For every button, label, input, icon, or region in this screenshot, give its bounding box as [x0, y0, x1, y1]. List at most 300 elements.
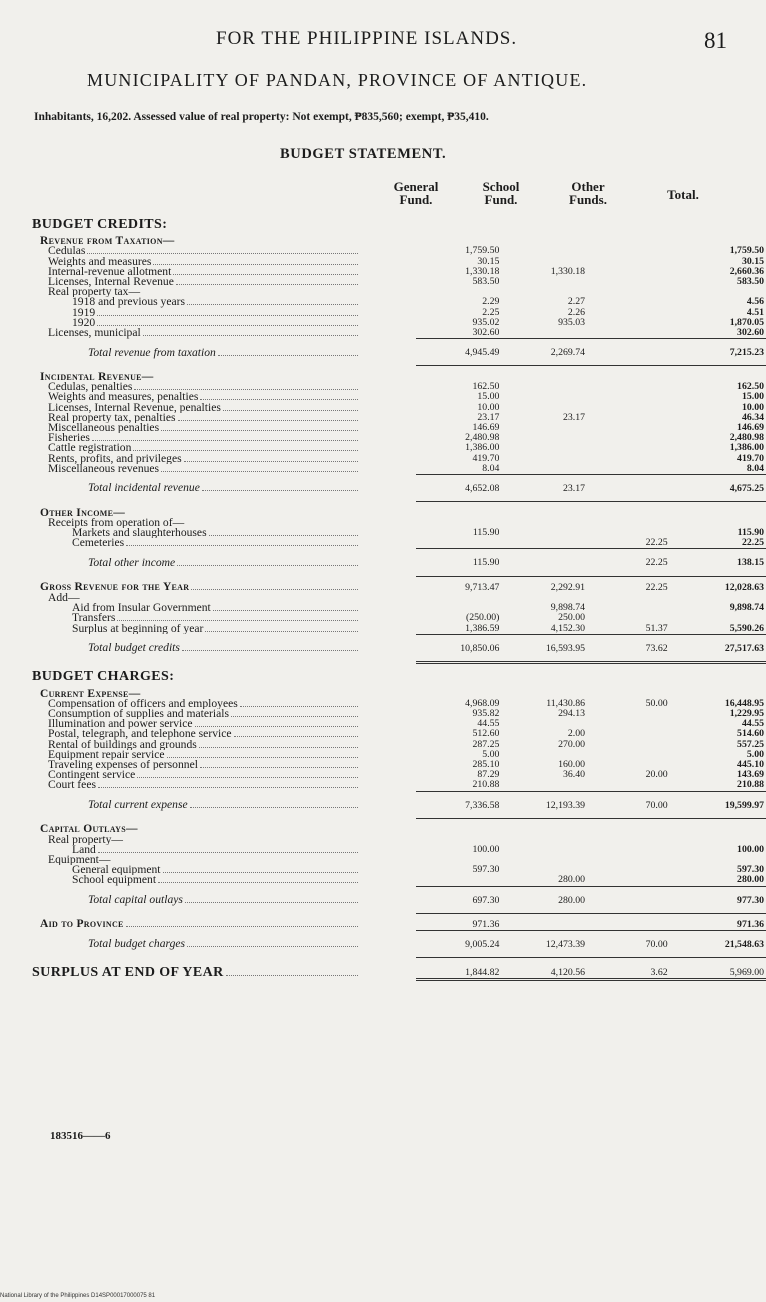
total-cell: 7,215.23: [670, 339, 766, 366]
general-fund-cell: [416, 818, 502, 834]
total-cell: 445.10: [737, 759, 764, 771]
table-row: [32, 699, 766, 709]
school-fund-cell: [501, 549, 587, 576]
row-label: Traveling expenses of personnel: [48, 760, 198, 771]
dot-leader: [163, 865, 358, 873]
school-fund-cell: [501, 835, 587, 845]
row-label: Receipts from operation of—: [48, 517, 185, 529]
table-row: [32, 729, 766, 739]
other-funds-cell: 70.00: [587, 791, 670, 818]
table-row: [32, 413, 766, 423]
other-funds-cell: [587, 328, 670, 339]
table-row: [32, 855, 766, 865]
other-funds-cell: 22.25: [587, 549, 670, 576]
row-label: Total budget charges: [88, 937, 186, 951]
school-fund-cell: [501, 683, 587, 699]
row-label: Gross Revenue for the Year: [40, 581, 190, 593]
school-fund-cell: 160.00: [558, 759, 586, 771]
general-fund-cell: 2,480.98: [465, 432, 500, 444]
general-fund-cell: 1,386.59: [465, 622, 500, 634]
row-label: Licenses, Internal Revenue, penalties: [48, 402, 221, 413]
row-label: Current Expense—: [40, 687, 141, 699]
school-fund-cell: 4,120.56: [501, 958, 587, 980]
general-fund-cell: 23.17: [477, 411, 500, 423]
other-funds-cell: [587, 413, 670, 423]
municipality-heading: MUNICIPALITY OF PANDAN, PROVINCE OF ANTIQUE.: [87, 70, 588, 90]
dot-leader: [98, 845, 358, 853]
school-fund-cell: 1,330.18: [550, 265, 586, 277]
dot-leader: [137, 770, 358, 778]
other-funds-cell: [587, 433, 670, 443]
statement-title: BUDGET STATEMENT.: [280, 146, 447, 162]
general-fund-cell: 1,386.00: [465, 442, 500, 454]
general-fund-cell: 44.55: [477, 718, 500, 730]
dot-leader: [226, 968, 358, 976]
school-fund-cell: 2,269.74: [501, 339, 587, 366]
row-label: Cemeteries: [72, 538, 125, 549]
general-fund-cell: 4,968.09: [465, 697, 500, 709]
total-cell: 583.50: [737, 276, 764, 288]
total-cell: 977.30: [670, 886, 766, 913]
dot-leader: [234, 729, 358, 737]
school-fund-cell: [501, 392, 587, 402]
school-fund-cell: 270.00: [558, 738, 586, 750]
total-cell: 5,590.26: [729, 622, 764, 634]
school-fund-cell: 2.27: [567, 296, 586, 308]
school-fund-cell: [501, 454, 587, 464]
row-label: Real property tax—: [48, 287, 141, 298]
other-funds-cell: [587, 246, 670, 256]
row-label: BUDGET CREDITS:: [32, 217, 168, 231]
total-row: [32, 930, 766, 957]
total-row: [32, 339, 766, 366]
total-cell: 138.15: [670, 549, 766, 576]
section-row: [32, 818, 766, 834]
total-cell: 9,898.74: [729, 602, 764, 614]
total-cell: 15.00: [741, 391, 764, 403]
row-label: Miscellaneous penalties: [48, 422, 160, 434]
total-cell: 100.00: [737, 843, 764, 855]
dot-leader: [231, 709, 358, 717]
other-funds-cell: [587, 865, 670, 875]
school-fund-cell: 23.17: [562, 411, 586, 423]
column-header-other-funds: Other Funds.: [569, 179, 607, 207]
other-funds-cell: [587, 454, 670, 464]
dot-leader: [126, 919, 358, 927]
dot-leader: [97, 318, 358, 326]
table-row: [32, 403, 766, 413]
section-row: [32, 366, 766, 382]
row-label: Aid to Province: [40, 918, 124, 931]
table-row: [32, 835, 766, 845]
row-label: Postal, telegraph, and telephone service: [48, 729, 232, 740]
school-fund-cell: 23.17: [501, 474, 587, 501]
table-row: [32, 624, 766, 635]
dot-leader: [195, 719, 358, 727]
general-fund-cell: 4,945.49: [416, 339, 502, 366]
table-row: [32, 308, 766, 318]
dot-leader: [185, 895, 358, 903]
dot-leader: [177, 558, 358, 566]
school-fund-cell: [501, 366, 587, 382]
other-funds-cell: [587, 502, 670, 518]
dot-leader: [213, 603, 358, 611]
table-row: [32, 875, 766, 886]
other-funds-cell: [587, 740, 670, 750]
row-label: Other Income—: [40, 506, 126, 518]
other-funds-cell: [587, 257, 670, 267]
school-fund-cell: 2.00: [567, 728, 586, 740]
row-label: Miscellaneous revenues: [48, 463, 160, 475]
dot-leader: [98, 780, 358, 788]
row-label: Fisheries: [48, 433, 90, 444]
total-row: [32, 791, 766, 818]
school-fund-cell: 280.00: [558, 874, 586, 886]
dot-leader: [143, 328, 358, 336]
dot-leader: [134, 382, 358, 390]
total-cell: 1,386.00: [729, 442, 764, 454]
other-funds-cell: [587, 277, 670, 287]
other-funds-cell: [587, 318, 670, 328]
table-row: [32, 423, 766, 433]
other-funds-cell: [587, 339, 670, 366]
general-fund-cell: [416, 683, 502, 699]
general-fund-cell: 10.00: [477, 401, 500, 413]
school-fund-cell: 294.13: [558, 708, 586, 720]
total-cell: 143.69: [737, 769, 764, 781]
table-row: [32, 593, 766, 603]
table-row: [32, 433, 766, 443]
total-cell: 30.15: [741, 255, 764, 267]
general-fund-cell: 597.30: [472, 864, 500, 876]
row-label: Markets and slaughterhouses: [72, 528, 207, 539]
row-label: 1920: [72, 317, 96, 329]
dot-leader: [133, 443, 358, 451]
dot-leader: [209, 528, 358, 536]
dot-leader: [184, 454, 358, 462]
row-label: Transfers: [72, 613, 116, 624]
school-fund-cell: [501, 818, 587, 834]
row-label: Total incidental revenue: [88, 481, 200, 495]
row-label: Total revenue from taxation: [88, 345, 216, 359]
column-header-general-fund: General Fund.: [393, 179, 439, 207]
other-funds-cell: 22.25: [645, 581, 668, 593]
other-funds-cell: [587, 875, 670, 886]
total-cell: [670, 230, 766, 246]
table-row: [32, 865, 766, 875]
table-row: [32, 613, 766, 623]
total-cell: 1,759.50: [729, 245, 764, 257]
table-row: [32, 709, 766, 719]
general-fund-cell: 302.60: [472, 327, 500, 339]
table-row: [32, 382, 766, 392]
section-row: [32, 958, 766, 980]
school-fund-cell: [501, 246, 587, 256]
dot-leader: [167, 750, 358, 758]
table-row: [32, 770, 766, 780]
row-label: Weights and measures: [48, 256, 152, 267]
row-label: Weights and measures, penalties: [48, 392, 199, 403]
table-row: [32, 246, 766, 256]
dot-leader: [182, 643, 358, 651]
row-label: SURPLUS AT END OF YEAR: [32, 964, 224, 980]
other-funds-cell: [587, 308, 670, 318]
dot-leader: [202, 483, 358, 491]
table-row: [32, 328, 766, 339]
dot-leader: [178, 413, 358, 421]
total-cell: 1,870.05: [729, 316, 764, 328]
section-row: [32, 683, 766, 699]
row-label: Revenue from Taxation—: [40, 235, 175, 247]
row-label: Equipment repair service: [48, 749, 165, 761]
row-label: 1919: [72, 307, 96, 318]
total-cell: 557.25: [737, 738, 764, 750]
general-fund-cell: 1,844.82: [416, 958, 502, 980]
other-funds-cell: [587, 835, 670, 845]
other-funds-cell: [587, 662, 670, 682]
general-fund-cell: (250.00): [465, 612, 500, 624]
dot-leader: [92, 433, 358, 441]
other-funds-cell: [587, 464, 670, 475]
general-fund-cell: 935.82: [472, 708, 500, 720]
total-cell: 5,969.00: [670, 958, 766, 980]
total-row: [32, 886, 766, 913]
dot-leader: [223, 403, 358, 411]
total-cell: 597.30: [737, 864, 764, 876]
row-label: Consumption of supplies and materials: [48, 709, 229, 720]
dot-leader: [158, 875, 358, 883]
general-fund-cell: 583.50: [472, 276, 500, 288]
general-fund-cell: 15.00: [477, 391, 500, 403]
other-funds-cell: [587, 443, 670, 453]
school-fund-cell: [501, 780, 587, 791]
general-fund-cell: 8.04: [482, 462, 500, 474]
school-fund-cell: 935.03: [558, 316, 586, 328]
total-cell: 4,675.25: [670, 474, 766, 501]
general-fund-cell: [416, 875, 502, 886]
general-fund-cell: 419.70: [472, 452, 500, 464]
row-label: Compensation of officers and employees: [48, 698, 238, 710]
table-row: [32, 287, 766, 297]
print-code: 183516——6: [50, 1130, 111, 1142]
total-cell: 46.34: [741, 411, 764, 423]
section-row: [32, 913, 766, 930]
school-fund-cell: [501, 382, 587, 392]
other-funds-cell: [587, 729, 670, 739]
school-fund-cell: [501, 328, 587, 339]
row-label: Licenses, municipal: [48, 328, 141, 339]
row-label: Total capital outlays: [88, 893, 183, 907]
total-cell: 1,229.95: [729, 708, 764, 720]
row-label: Rental of buildings and grounds: [48, 739, 197, 750]
school-fund-cell: [501, 502, 587, 518]
section-row: [32, 210, 766, 230]
general-fund-cell: 1,759.50: [465, 245, 500, 257]
dot-leader: [240, 699, 358, 707]
row-label: Licenses, Internal Revenue: [48, 277, 174, 288]
school-fund-cell: [501, 662, 587, 682]
total-cell: 44.55: [741, 718, 764, 730]
school-fund-cell: 2.26: [567, 306, 586, 318]
total-cell: 514.60: [737, 728, 764, 740]
other-funds-cell: [587, 845, 670, 855]
row-label: Aid from Insular Government: [72, 603, 211, 614]
table-row: [32, 845, 766, 855]
dot-leader: [191, 582, 358, 590]
general-fund-cell: [416, 662, 502, 682]
library-note: National Library of the Philippines D14SP00017000075 81: [0, 1293, 156, 1299]
total-cell: 2,660.36: [729, 265, 764, 277]
row-label: Surplus at beginning of year: [72, 623, 204, 635]
dot-leader: [87, 246, 358, 254]
total-cell: [670, 210, 766, 230]
other-funds-cell: [587, 518, 670, 528]
row-label: General equipment: [72, 865, 161, 876]
total-cell: [670, 366, 766, 382]
school-fund-cell: [501, 210, 587, 230]
dot-leader: [161, 423, 358, 431]
total-cell: 280.00: [737, 874, 764, 886]
general-fund-cell: 7,336.58: [416, 791, 502, 818]
school-fund-cell: 9,898.74: [550, 602, 586, 614]
row-label: Cattle registration: [48, 443, 132, 454]
other-funds-cell: 20.00: [645, 769, 668, 781]
school-fund-cell: [501, 443, 587, 453]
general-fund-cell: 146.69: [472, 421, 500, 433]
total-row: [32, 474, 766, 501]
table-row: [32, 538, 766, 549]
row-label: Equipment—: [48, 854, 111, 866]
other-funds-cell: [587, 855, 670, 865]
school-fund-cell: [501, 855, 587, 865]
table-row: [32, 443, 766, 453]
row-label: 1918 and previous years: [72, 297, 186, 308]
general-fund-cell: [416, 366, 502, 382]
school-fund-cell: 12,193.39: [501, 791, 587, 818]
dot-leader: [200, 392, 358, 400]
school-fund-cell: [501, 845, 587, 855]
row-label: Rents, profits, and privileges: [48, 453, 182, 464]
other-funds-cell: 73.62: [587, 634, 670, 662]
general-fund-cell: 285.10: [472, 759, 500, 771]
dot-leader: [176, 277, 358, 285]
general-fund-cell: 87.29: [477, 769, 500, 781]
general-fund-cell: 2.25: [482, 306, 500, 318]
total-cell: 971.36: [737, 918, 764, 930]
section-row: [32, 502, 766, 518]
inhabitants-line: Inhabitants, 16,202. Assessed value of real property: Not exempt, ₱835,560; exempt, ₱35,410.: [34, 111, 489, 123]
school-fund-cell: [501, 913, 587, 930]
other-funds-cell: [587, 287, 670, 297]
row-label: BUDGET CHARGES:: [32, 669, 175, 683]
total-cell: 21,548.63: [670, 930, 766, 957]
total-cell: 302.60: [737, 327, 764, 339]
column-header-total: Total.: [667, 187, 699, 202]
general-fund-cell: 30.15: [477, 255, 500, 267]
row-label: Cedulas, penalties: [48, 382, 133, 393]
dot-leader: [218, 348, 358, 356]
page-number: 81: [704, 28, 727, 53]
school-fund-cell: [501, 518, 587, 528]
dot-leader: [117, 613, 358, 621]
other-funds-cell: [587, 230, 670, 246]
other-funds-cell: [587, 297, 670, 307]
table-row: [32, 267, 766, 277]
total-cell: 115.90: [737, 527, 764, 539]
general-fund-cell: 2.29: [482, 296, 500, 308]
dot-leader: [199, 740, 358, 748]
general-fund-cell: 935.02: [472, 316, 500, 328]
school-fund-cell: 4,152.30: [550, 622, 586, 634]
other-funds-cell: [587, 818, 670, 834]
table-row: [32, 750, 766, 760]
row-label: School equipment: [72, 875, 157, 887]
table-row: [32, 392, 766, 402]
total-cell: 8.04: [746, 462, 764, 474]
row-label: Add—: [48, 592, 80, 604]
other-funds-cell: 22.25: [645, 537, 668, 549]
row-label: Court fees: [48, 780, 96, 792]
total-cell: [670, 683, 766, 699]
other-funds-cell: [587, 392, 670, 402]
total-cell: 4.51: [746, 306, 764, 318]
total-cell: 12,028.63: [724, 581, 764, 593]
total-cell: 19,599.97: [670, 791, 766, 818]
general-fund-cell: 4,652.08: [416, 474, 502, 501]
total-cell: 2,480.98: [729, 432, 764, 444]
other-funds-cell: 50.00: [645, 697, 668, 709]
total-cell: 210.88: [737, 779, 764, 791]
total-row: [32, 634, 766, 662]
table-row: [32, 464, 766, 475]
general-fund-cell: 115.90: [472, 527, 500, 539]
table-row: [32, 518, 766, 528]
row-label: Real property—: [48, 834, 124, 845]
row-label: Capital Outlays—: [40, 823, 138, 835]
dot-leader: [126, 538, 358, 546]
general-fund-cell: 100.00: [472, 843, 500, 855]
row-label: Contingent service: [48, 770, 136, 781]
column-header-school-fund: School Fund.: [482, 179, 520, 207]
section-row: [32, 576, 766, 593]
other-funds-cell: [587, 780, 670, 791]
section-row: [32, 662, 766, 682]
total-cell: [670, 613, 766, 623]
budget-table: [32, 210, 766, 981]
total-cell: 16,448.95: [724, 697, 764, 709]
other-funds-cell: [587, 603, 670, 613]
other-funds-cell: [587, 403, 670, 413]
general-fund-cell: 210.88: [472, 779, 500, 791]
school-fund-cell: [501, 464, 587, 475]
row-label: Real property tax, penalties: [48, 412, 176, 423]
dot-leader: [97, 308, 358, 316]
general-fund-cell: [416, 593, 502, 603]
general-fund-cell: [416, 230, 502, 246]
other-funds-cell: [587, 366, 670, 382]
total-cell: 162.50: [737, 381, 764, 393]
general-fund-cell: 971.36: [472, 918, 500, 930]
general-fund-cell: 1,330.18: [465, 265, 500, 277]
other-funds-cell: 70.00: [587, 930, 670, 957]
total-cell: 5.00: [746, 748, 764, 760]
school-fund-cell: 12,473.39: [501, 930, 587, 957]
row-label: Illumination and power service: [48, 719, 193, 730]
dot-leader: [153, 257, 358, 265]
school-fund-cell: [501, 528, 587, 538]
table-row: [32, 297, 766, 307]
other-funds-cell: 51.37: [645, 622, 668, 634]
